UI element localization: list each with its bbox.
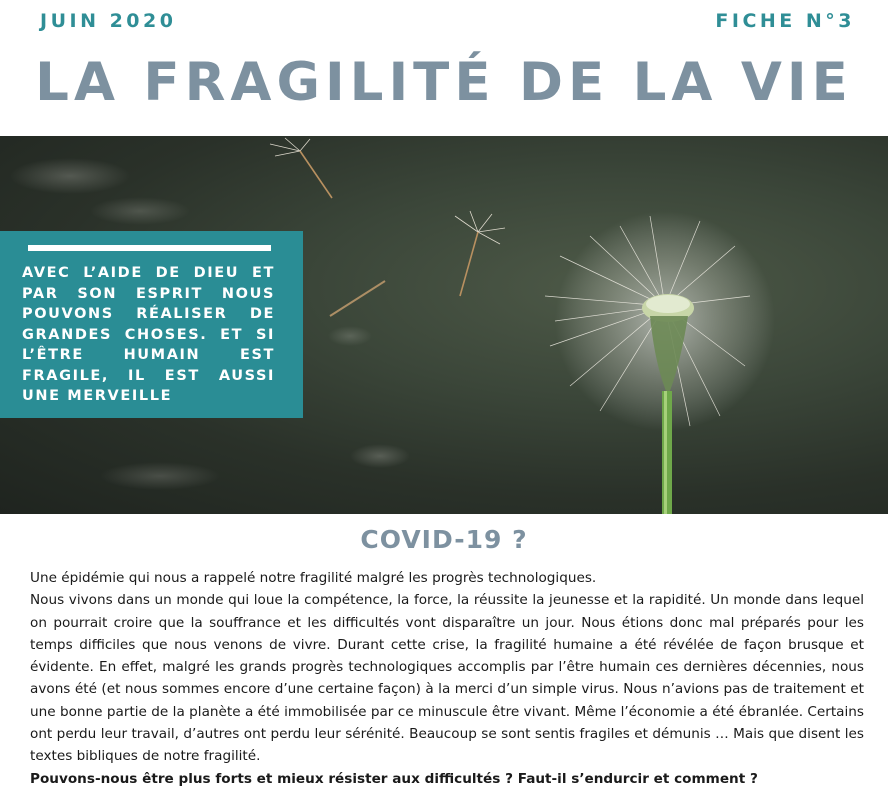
quote-box (0, 231, 303, 418)
quote-text: AVEC L’AIDE DE DIEU ET PAR SON ESPRIT NOUS POUVONS RÉALISER DE GRANDES CHOSES. ET SI L’ÊTRE HUMAIN EST FRAGILE, IL EST AUSSI UNE MERVEILLE (22, 265, 275, 404)
issue-date: JUIN 2020 (40, 10, 177, 32)
main-paragraph: Nous vivons dans un monde qui loue la compétence, la force, la réussite la jeunesse et la rapidité. Un monde dans lequel on pourrait croire que la souffrance et les difficultés vont disparaître un jour. Nous étions donc mal préparés pour les temps difficiles que nous venons de vivre. Durant cette crise, la fragilité humaine a été révélée de façon brusque et évidente. En effet, malgré les grands progrès technologiques accomplis par l’être humain ces dernières décennies, nous avons été (et nous sommes encore d’une certaine façon) à la merci d’un simple virus. Nous n’avions pas de traitement et une bonne partie de la planète a été immobilisée par ce minuscule être vivant. Même l’économie a été ébranlée. Certains ont perdu leur travail, d’autres ont perdu leur sérénité. Beaucoup se sont sentis fragiles et démunis … Mais que disent les textes bibliques de notre fragilité. (30, 592, 864, 765)
quote-divider (28, 245, 271, 251)
closing-question: Pouvons-nous être plus forts et mieux résister aux difficultés ? Faut-il s’endurcir et comment ? (30, 770, 758, 787)
intro-sentence: Une épidémie qui nous a rappelé notre fragilité malgré les progrès technologiques. (30, 570, 597, 586)
sheet-number: FICHE N°3 (715, 10, 855, 32)
section-title: COVID-19 ? (360, 525, 528, 554)
article-body (30, 567, 864, 790)
page-title: LA FRAGILITÉ DE LA VIE (35, 52, 853, 113)
